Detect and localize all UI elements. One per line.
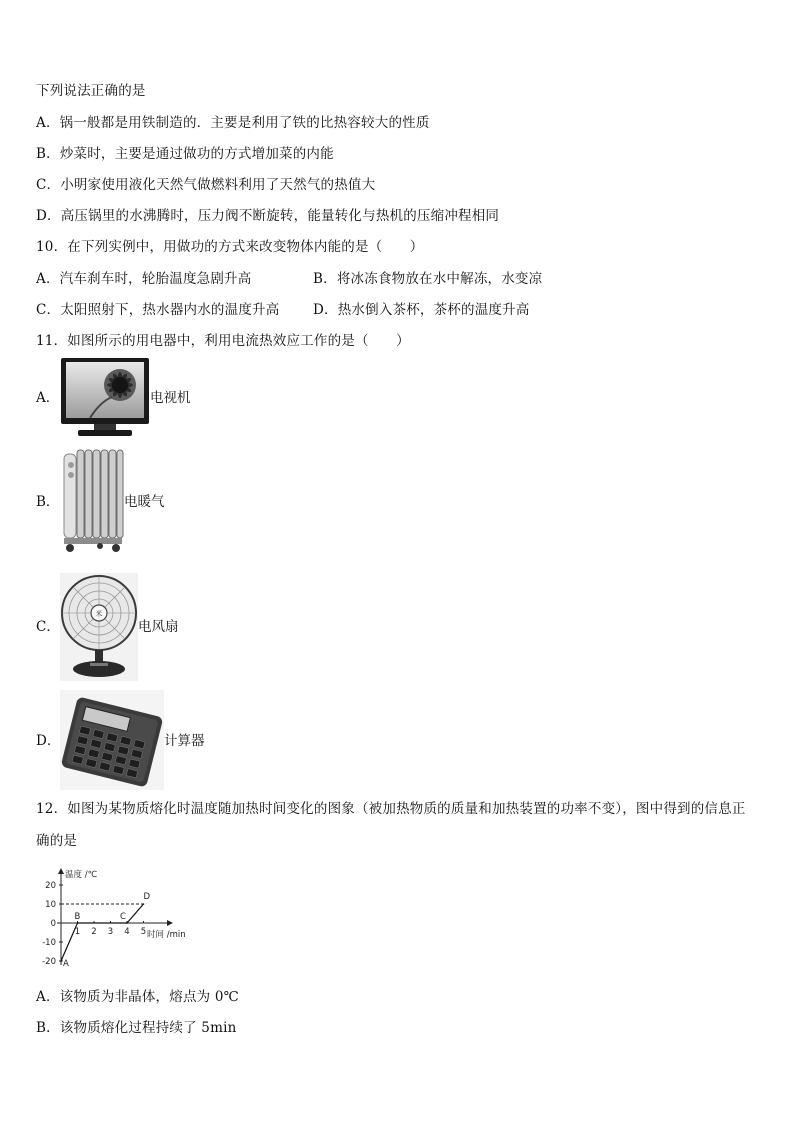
data-point-a (60, 960, 62, 962)
point-label-a: A (63, 959, 69, 969)
y-tick-label: 20 (45, 881, 56, 891)
y-tick-label: 10 (45, 900, 56, 910)
q9-option-b: B．炒菜时，主要是通过做功的方式增加菜的内能 (36, 146, 334, 162)
q12-option-a: A．该物质为非晶体，熔点为 0℃ (36, 989, 239, 1005)
x-tick-label: 1 (74, 927, 81, 937)
q11-option-d-caption: 计算器 (164, 733, 205, 749)
q11-option-d-letter: D． (36, 733, 61, 749)
q11-option-b-letter: B． (36, 494, 60, 510)
melting-curve-line (61, 904, 147, 961)
y-tick-label: -20 (42, 957, 56, 967)
q9-option-d: D．高压锅里的水沸腾时，压力阀不断旋转，能量转化与热机的压缩冲程相同 (36, 208, 500, 224)
q11-option-c-caption: 电风扇 (138, 619, 179, 635)
q9-option-a: A．锅一般都是用铁制造的．主要是利用了铁的比热容较大的性质 (36, 115, 430, 131)
temperature-time-chart (36, 866, 211, 972)
data-point-d (143, 903, 145, 905)
y-tick-label: -10 (42, 938, 56, 948)
q10-option-c: C．太阳照射下，热水器内水的温度升高 (36, 302, 280, 318)
y-axis-arrow (58, 868, 64, 874)
x-tick-label: 3 (107, 927, 114, 937)
x-tick-label: 5 (140, 927, 147, 937)
point-label-d: D (143, 892, 151, 902)
svg-text:米: 米 (95, 610, 103, 618)
q11-option-c-letter: C． (36, 619, 60, 635)
calculator-icon (60, 690, 164, 790)
q10-stem: 10．在下列实例中，用做功的方式来改变物体内能的是（ ） (36, 239, 424, 255)
q12-option-b: B．该物质熔化过程持续了 5min (36, 1020, 237, 1036)
q10-option-d: D．热水倒入茶杯，茶杯的温度升高 (313, 302, 530, 318)
electric-fan-icon (60, 573, 138, 681)
x-tick-label: 2 (91, 927, 97, 937)
data-point-b (77, 922, 79, 924)
q11-option-a-caption: 电视机 (150, 390, 191, 406)
y-axis-label: 温度 /℃ (65, 870, 98, 880)
q10-option-b: B．将冰冻食物放在水中解冻，水变凉 (313, 271, 543, 287)
q11-option-b-caption: 电暖气 (124, 494, 165, 510)
data-point-c (126, 922, 128, 924)
q10-option-a: A．汽车刹车时，轮胎温度急剧升高 (36, 271, 252, 287)
point-label-c: C (120, 912, 126, 922)
q11-stem: 11．如图所示的用电器中，利用电流热效应工作的是（ ） (36, 333, 410, 349)
point-label-b: B (74, 912, 81, 922)
oil-heater-icon (60, 446, 124, 556)
q9-stem: 下列说法正确的是 (36, 83, 146, 99)
y-tick-label: 0 (50, 919, 56, 929)
q12-stem-line1: 12．如图为某物质熔化时温度随加热时间变化的图象（被加热物质的质量和加热装置的功率不变），图中得到的信息正 (36, 801, 746, 817)
q11-option-a-letter: A． (36, 390, 60, 406)
television-icon (60, 357, 150, 439)
q12-stem-line2: 确的是 (36, 833, 78, 849)
x-tick-label: 4 (124, 927, 130, 937)
x-axis-label: 时间 /min (147, 930, 186, 940)
x-axis-arrow (167, 920, 173, 926)
q9-option-c: C．小明家使用液化天然气做燃料利用了天然气的热值大 (36, 177, 376, 193)
